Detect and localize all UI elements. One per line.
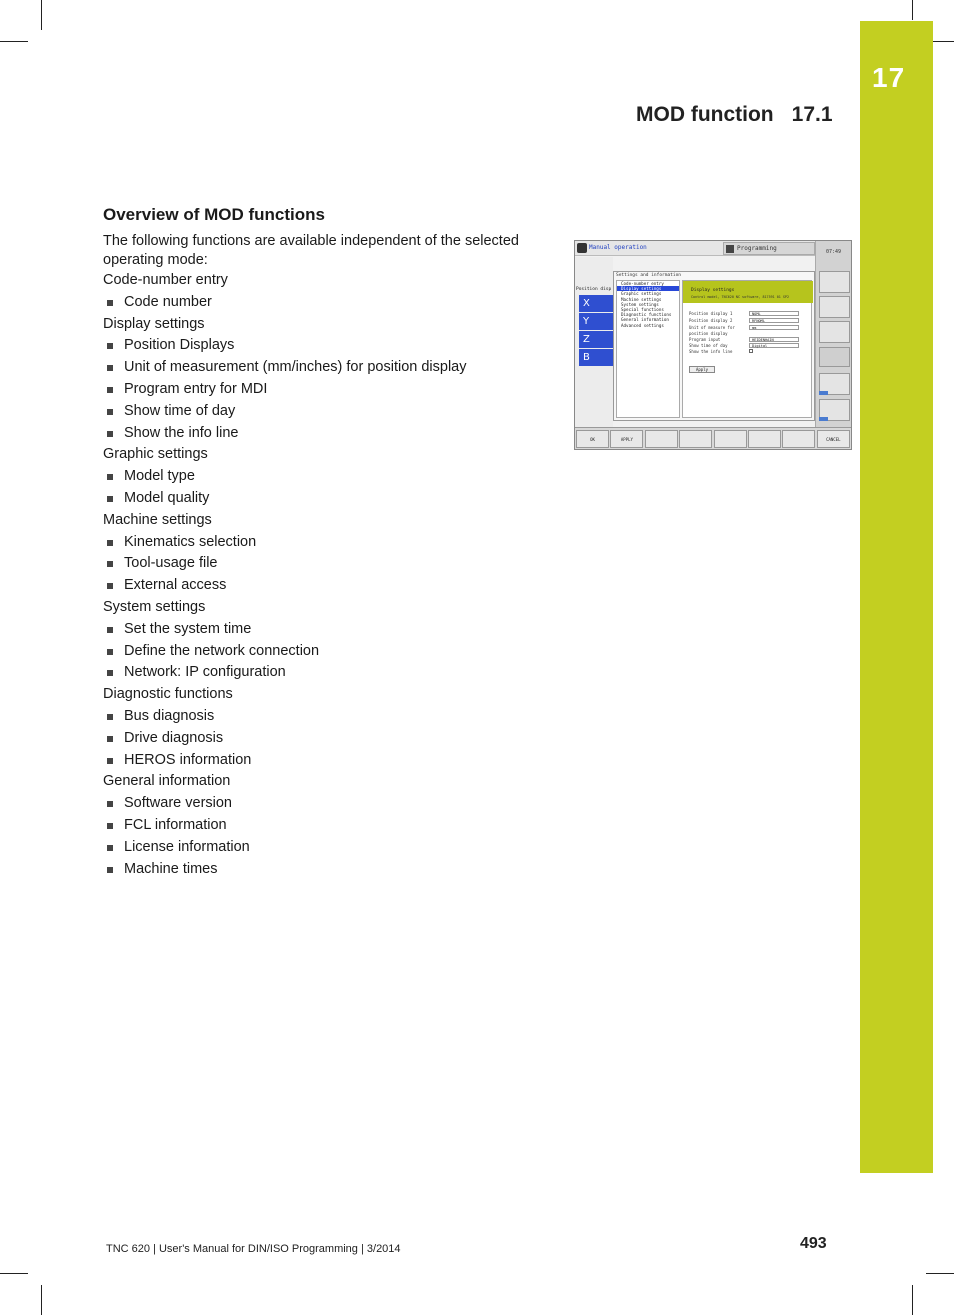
tree-item[interactable]: Advanced settings — [621, 322, 664, 328]
list-item-text: Position Displays — [124, 337, 235, 354]
info-line-checkbox[interactable] — [749, 349, 753, 353]
row-label: Position display 2 — [689, 318, 733, 323]
panel-subtitle: Control model, TNC620 NC software, 817591 01 SP2 — [691, 295, 789, 299]
bullet-square-icon — [107, 845, 113, 851]
list-item-text: Kinematics selection — [124, 533, 257, 550]
crop-mark — [926, 1273, 954, 1274]
list-item — [103, 466, 543, 488]
footer-text: TNC 620 | User's Manual for DIN/ISO Programming | 3/2014 — [106, 1243, 401, 1255]
list-item-text: Code number — [124, 293, 212, 310]
group-heading: Diagnostic functions — [103, 686, 233, 703]
bullet-square-icon — [107, 583, 113, 589]
list-item — [103, 553, 543, 575]
list-item — [103, 706, 543, 728]
row-label: Show time of day — [689, 343, 728, 348]
row-label: Unit of measure for — [689, 325, 735, 330]
list-item-text: Show the info line — [124, 424, 239, 441]
override-indicator — [819, 391, 828, 395]
list-item — [103, 662, 543, 684]
machine-m-button[interactable] — [819, 271, 850, 293]
programming-tab[interactable] — [723, 242, 815, 255]
page-number: 493 — [800, 1235, 827, 1252]
list-item-text: Define the network connection — [124, 642, 320, 659]
bullet-square-icon — [107, 561, 113, 567]
group-heading: Display settings — [103, 315, 205, 332]
time-of-day-field[interactable]: Digital — [749, 343, 799, 348]
list-item-text: Software version — [124, 795, 232, 812]
bullet-square-icon — [107, 343, 113, 349]
tree-item[interactable]: Special functions — [621, 307, 664, 313]
mode-title: Manual operation — [589, 244, 647, 251]
unit-field[interactable]: mm — [749, 325, 799, 330]
tree-item[interactable]: System settings — [621, 301, 659, 307]
list-item — [103, 750, 543, 772]
tree-item[interactable]: Display settings — [617, 286, 679, 291]
list-item-text: FCL information — [124, 816, 227, 833]
row-label: position display — [689, 331, 728, 336]
crop-mark — [41, 1285, 42, 1315]
list-item — [103, 423, 543, 445]
bullet-square-icon — [107, 540, 113, 546]
position-label: Position disp — [576, 287, 612, 292]
axis-x: X — [579, 295, 613, 312]
mode-icon — [577, 243, 587, 253]
row-label: Position display 1 — [689, 311, 733, 316]
list-item — [103, 292, 543, 314]
bullet-square-icon — [107, 365, 113, 371]
softkey[interactable]: OK — [576, 430, 609, 448]
softkey[interactable] — [714, 430, 747, 448]
list-item — [103, 575, 543, 597]
apply-button[interactable]: Apply — [689, 366, 715, 373]
list-item-text: Unit of measurement (mm/inches) for position display — [124, 359, 467, 376]
programming-label: Programming — [737, 245, 777, 252]
position-display-1-field[interactable]: NOML — [749, 311, 799, 316]
position-column — [575, 257, 613, 427]
softkey[interactable]: CANCEL — [817, 430, 850, 448]
list-item-text: Set the system time — [124, 620, 252, 637]
chapter-tab — [860, 21, 933, 1173]
axis-y: Y — [579, 313, 613, 330]
list-item-text: External access — [124, 577, 227, 594]
tree-item[interactable]: General information — [621, 317, 669, 323]
bullet-square-icon — [107, 431, 113, 437]
group-heading: Graphic settings — [103, 446, 208, 463]
list-item-text: Machine times — [124, 860, 218, 877]
crop-mark — [0, 41, 28, 42]
position-display-2-field[interactable]: RFNOML — [749, 318, 799, 323]
list-item-text: Drive diagnosis — [124, 729, 224, 746]
programming-icon — [726, 245, 734, 253]
list-item — [103, 793, 543, 815]
blank-side-button[interactable] — [819, 347, 850, 367]
bullet-square-icon — [107, 823, 113, 829]
panel-title: Display settings — [691, 288, 735, 293]
crop-mark — [912, 0, 913, 20]
dialog-title: Settings and information — [616, 273, 682, 278]
crop-mark — [0, 1273, 28, 1274]
list-item — [103, 379, 543, 401]
machine-t-button[interactable] — [819, 321, 850, 343]
bullet-square-icon — [107, 496, 113, 502]
softkey[interactable] — [748, 430, 781, 448]
program-input-field[interactable]: HEIDENHAIN — [749, 337, 799, 342]
bullet-square-icon — [107, 474, 113, 480]
list-item-text: Bus diagnosis — [124, 707, 215, 724]
list-item — [103, 837, 543, 859]
header-section: 17.1 — [791, 103, 833, 126]
tree-item[interactable]: Code-number entry — [621, 281, 664, 286]
override-indicator — [819, 417, 828, 421]
softkey[interactable] — [679, 430, 712, 448]
clock: 07:49 — [826, 249, 842, 255]
bullet-square-icon — [107, 409, 113, 415]
softkey[interactable]: APPLY — [610, 430, 643, 448]
list-item — [103, 728, 543, 750]
tnc-screenshot — [574, 240, 852, 450]
list-item — [103, 335, 543, 357]
softkey[interactable] — [645, 430, 678, 448]
panel-header — [683, 281, 813, 303]
bullet-square-icon — [107, 867, 113, 873]
bullet-square-icon — [107, 736, 113, 742]
group-heading: System settings — [103, 598, 206, 615]
function-list — [103, 270, 543, 880]
bullet-square-icon — [107, 387, 113, 393]
axis-b: B — [579, 349, 613, 366]
settings-panel — [682, 280, 812, 418]
list-item-text: Tool-usage file — [124, 555, 218, 572]
list-item-text: HEROS information — [124, 751, 252, 768]
header-title: MOD function — [636, 103, 774, 126]
list-item-text: Network: IP configuration — [124, 664, 286, 681]
list-item — [103, 859, 543, 881]
bullet-square-icon — [107, 758, 113, 764]
bullet-square-icon — [107, 714, 113, 720]
list-item-text: Program entry for MDI — [124, 380, 268, 397]
crop-mark — [912, 1285, 913, 1315]
list-item — [103, 641, 543, 663]
section-title: Overview of MOD functions — [103, 205, 325, 224]
list-item — [103, 619, 543, 641]
bullet-square-icon — [107, 801, 113, 807]
axis-z: Z — [579, 331, 613, 348]
group-heading: Code-number entry — [103, 272, 228, 288]
row-label: Program input — [689, 337, 721, 342]
list-item-text: Model quality — [124, 489, 210, 506]
list-item — [103, 815, 543, 837]
main-content — [103, 205, 543, 880]
group-heading: General information — [103, 773, 231, 790]
tree-item[interactable]: Diagnostic functions — [621, 312, 672, 318]
list-item-text: Show time of day — [124, 402, 236, 419]
bullet-square-icon — [107, 649, 113, 655]
list-item-text: Model type — [124, 468, 195, 485]
intro-text: The following functions are available independent of the selected operating mode: — [103, 233, 519, 268]
list-item — [103, 357, 543, 379]
group-heading: Machine settings — [103, 511, 212, 528]
right-softkey-bar — [815, 241, 851, 427]
settings-tree — [616, 280, 680, 418]
machine-s-button[interactable] — [819, 296, 850, 318]
bullet-square-icon — [107, 627, 113, 633]
chapter-number: 17 — [872, 62, 906, 93]
row-label: Show the info line — [689, 349, 733, 354]
list-item — [103, 488, 543, 510]
softkey[interactable] — [782, 430, 815, 448]
settings-dialog — [613, 271, 815, 421]
mode-bar — [575, 241, 815, 256]
list-item — [103, 401, 543, 423]
page-header — [636, 103, 833, 127]
list-item-text: License information — [124, 838, 250, 855]
tree-item[interactable]: Graphic settings — [621, 291, 662, 297]
tree-item[interactable]: Machine settings — [621, 296, 662, 302]
softkey-row — [575, 427, 851, 449]
bullet-square-icon — [107, 300, 113, 306]
list-item — [103, 532, 543, 554]
crop-mark — [41, 0, 42, 30]
bullet-square-icon — [107, 670, 113, 676]
